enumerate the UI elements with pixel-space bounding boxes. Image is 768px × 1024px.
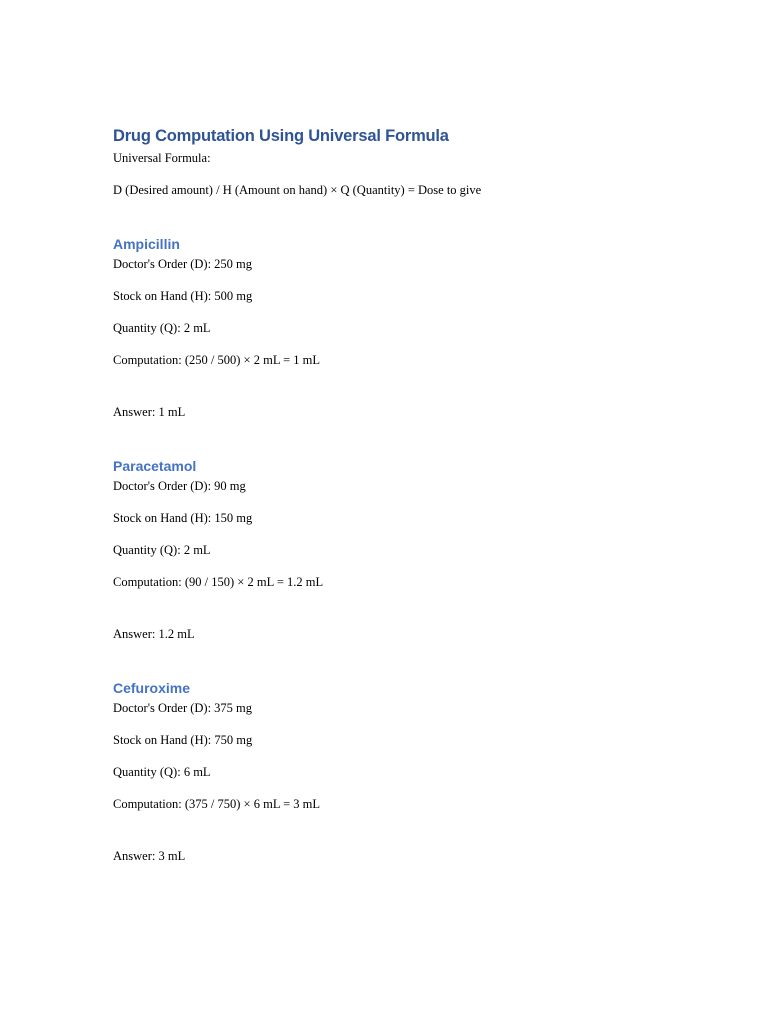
answer: Answer: 3 mL (113, 849, 186, 863)
doctors-order: Doctor's Order (D): 375 mg (113, 701, 253, 715)
doctors-order: Doctor's Order (D): 90 mg (113, 479, 246, 493)
document-title: Drug Computation Using Universal Formula (113, 127, 449, 145)
computation: Computation: (250 / 500) × 2 mL = 1 mL (113, 353, 321, 367)
quantity: Quantity (Q): 2 mL (113, 321, 211, 335)
doctors-order: Doctor's Order (D): 250 mg (113, 257, 253, 271)
stock-on-hand: Stock on Hand (H): 500 mg (113, 289, 253, 303)
drug-heading: Cefuroxime (113, 680, 191, 696)
quantity: Quantity (Q): 6 mL (113, 765, 211, 779)
document-page (113, 124, 713, 864)
computation: Computation: (90 / 150) × 2 mL = 1.2 mL (113, 575, 324, 589)
answer: Answer: 1 mL (113, 405, 186, 419)
stock-on-hand: Stock on Hand (H): 750 mg (113, 733, 253, 747)
formula-text: D (Desired amount) / H (Amount on hand) × Q (Quantity) = Dose to give (113, 183, 482, 197)
formula-label: Universal Formula: (113, 151, 211, 165)
answer: Answer: 1.2 mL (113, 627, 195, 641)
drug-section-paracetamol (113, 456, 713, 642)
quantity: Quantity (Q): 2 mL (113, 543, 211, 557)
drug-heading: Ampicillin (113, 236, 180, 252)
drug-section-cefuroxime (113, 678, 713, 864)
drug-heading: Paracetamol (113, 458, 197, 474)
computation: Computation: (375 / 750) × 6 mL = 3 mL (113, 797, 321, 811)
stock-on-hand: Stock on Hand (H): 150 mg (113, 511, 253, 525)
drug-section-ampicillin (113, 234, 713, 420)
